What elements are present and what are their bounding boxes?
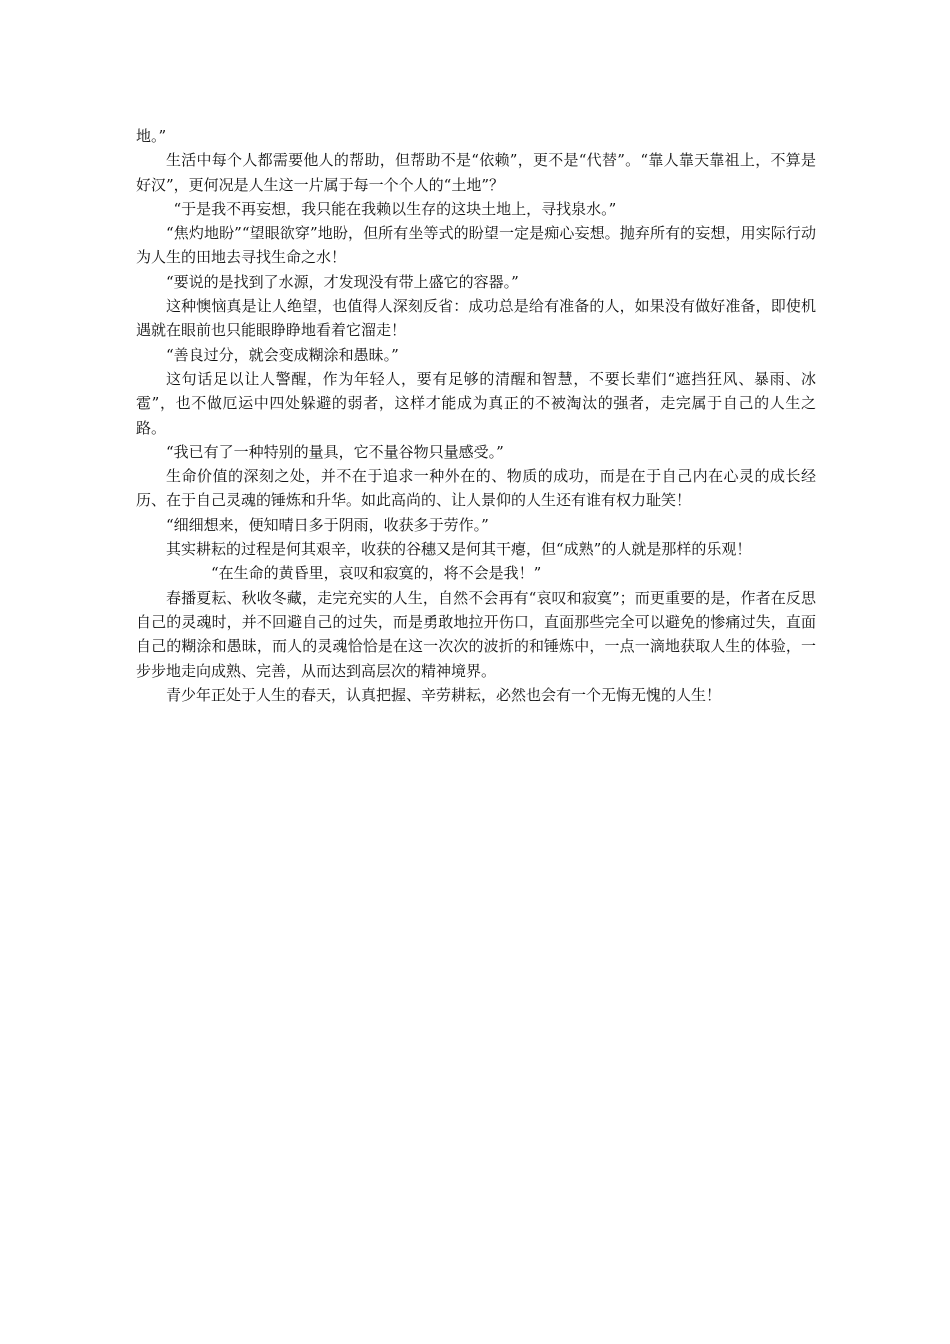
document-page [136,124,816,707]
paragraph-6: 这种懊恼真是让人绝望，也值得人深刻反省：成功总是给有准备的人，如果没有做好准备，即使机遇就在眼前也只能眼睁睁地看着它溜走！ [136,297,816,340]
paragraph-5: “要说的是找到了水源，才发现没有带上盛它的容器。” [166,272,519,291]
paragraph-15: 青少年正处于人生的春天，认真把握、辛劳耕耘，必然也会有一个无悔无愧的人生！ [166,685,722,704]
paragraph-8: 这句话足以让人警醒，作为年轻人，要有足够的清醒和智慧，不要长辈们“遮挡狂风、暴雨、冰雹”，也不做厄运中四处躲避的弱者，这样才能成为真正的不被淘汰的强者，走完属于自己的人生之路。 [136,369,816,437]
paragraph-13: “在生命的黄昏里，哀叹和寂寞的，将不会是我！” [211,564,542,583]
paragraph-9: “我已有了一种特别的量具，它不量谷物只量感受。” [166,442,504,461]
paragraph-1: 地。” [136,127,167,145]
paragraph-14: 春播夏耘、秋收冬藏，走完充实的人生，自然不会再有“哀叹和寂寞”；而更重要的是，作者在反思自己的灵魂时，并不回避自己的过失，而是勇敢地拉开伤口，直面那些完全可以避免的惨痛过失，直面自己的糊涂和愚昧，而人的灵魂恰恰是在这一次次的波折的和锤炼中，一点一滴地获取人生的体验，一步步地走向成熟、完善，从而达到高层次的精神境界。 [136,588,816,680]
paragraph-2: 生活中每个人都需要他人的帮助，但帮助不是“依赖”，更不是“代替”。“靠人靠天靠祖上，不算是好汉”，更何况是人生这一片属于每一个个人的“土地”？ [136,151,816,194]
paragraph-10: 生命价值的深刻之处，并不在于追求一种外在的、物质的成功，而是在于自己内在心灵的成长经历、在于自己灵魂的锤炼和升华。如此高尚的、让人景仰的人生还有谁有权力耻笑！ [136,467,816,510]
paragraph-7: “善良过分，就会变成糊涂和愚昧。” [166,345,399,364]
paragraph-3: “于是我不再妄想，我只能在我赖以生存的这块土地上，寻找泉水。” [173,199,617,218]
paragraph-12: 其实耕耘的过程是何其艰辛，收获的谷穗又是何其干瘪，但“成熟”的人就是那样的乐观！ [166,540,752,559]
paragraph-4: “焦灼地盼”“望眼欲穿”地盼，但所有坐等式的盼望一定是痴心妄想。抛弃所有的妄想，用实际行动为人生的田地去寻找生命之水！ [136,224,816,267]
paragraph-11: “细细想来，便知晴日多于阴雨，收获多于劳作。” [166,515,489,534]
